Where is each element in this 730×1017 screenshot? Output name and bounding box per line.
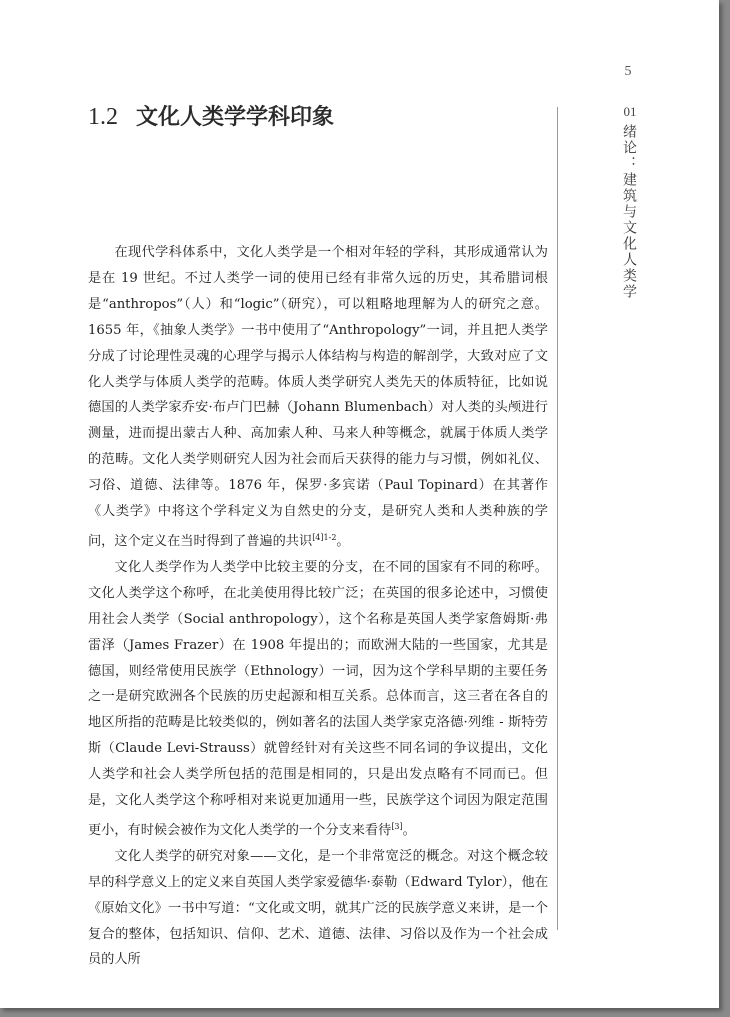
section-heading	[88, 100, 334, 131]
paragraph	[88, 240, 548, 555]
margin-divider	[557, 107, 558, 930]
section-number: 1.2	[88, 104, 118, 130]
paragraph-text: 在现代学科体系中，文化人类学是一个相对年轻的学科，其形成通常认为是在 19 世纪。不过人类学一词的使用已经有非常久远的历史，其希腊词根是“anthropos”（人）和“logic”（研究），可以粗略地理解为人的研究之意。1655 年，《抽象人类学》一书中使用了“Anthropology”一词，并且把人类学分成了讨论理性灵魂的心理学与揭示人体结构与构造的解剖学，大致对应了文化人类学与体质人类学的范畴。体质人类学研究人类先天的体质特征，比如说德国的人类学家乔安·布卢门巴赫（Johann Blumenbach）对人类的头颅进行测量，进而提出蒙古人种、高加索人种、马来人种等概念，就属于体质人类学的范畴。文化人类学则研究人因为社会而后天获得的能力与习惯，例如礼仪、习俗、道德、法律等。1876 年，保罗·多宾诺（Paul Topinard）在其著作《人类学》中将这个学科定义为自然史的分支，是研究人类和人类种族的学问，这个定义在当时得到了普遍的共识	[88, 245, 548, 549]
paragraph	[88, 844, 548, 974]
citation: [4]1-2	[312, 532, 337, 542]
paragraph-text: 文化人类学的研究对象——文化，是一个非常宽泛的概念。对这个概念较早的科学意义上的定义来自英国人类学家爱德华·泰勒（Edward Tylor），他在《原始文化》一书中写道：“文化或文明，就其广泛的民族学意义来讲，是一个复合的整体，包括知识、信仰、艺术、道德、法律、习俗以及作为一个社会成员的人所	[88, 848, 548, 968]
paragraph-tail: 。	[336, 533, 350, 549]
chapter-number: 01	[623, 104, 637, 119]
citation: [3]	[391, 821, 403, 831]
chapter-title: 绪论：建筑与文化人类学	[621, 124, 637, 300]
section-title: 文化人类学学科印象	[136, 104, 335, 130]
body-text	[88, 240, 548, 973]
paragraph-text: 文化人类学作为人类学中比较主要的分支，在不同的国家有不同的称呼。文化人类学这个称呼，在北美使用得比较广泛；在英国的很多论述中，习惯使用社会人类学（Social anthropology），这个名称是英国人类学家詹姆斯·弗雷泽（James Frazer）在 1908 年提出的；而欧洲大陆的一些国家，尤其是德国，则经常使用民族学（Ethnology）一词，因为这个学科早期的主要任务之一是研究欧洲各个民族的历史起源和相互关系。总体而言，这三者在各自的地区所指的范畴是比较类似的，例如著名的法国人类学家克洛德·列维 - 斯特劳斯（Claude Levi-Strauss）就曾经针对有关这些不同名词的争议提出，文化人类学和社会人类学所包括的范围是相同的，只是出发点略有不同而已。但是，文化人类学这个称呼相对来说更加通用一些，民族学这个词因为限定范围更小，有时候会被作为文化人类学的一个分支来看待	[88, 559, 548, 838]
page-number: 5	[624, 64, 632, 79]
paragraph	[88, 555, 548, 844]
paragraph-tail: 。	[402, 822, 416, 838]
